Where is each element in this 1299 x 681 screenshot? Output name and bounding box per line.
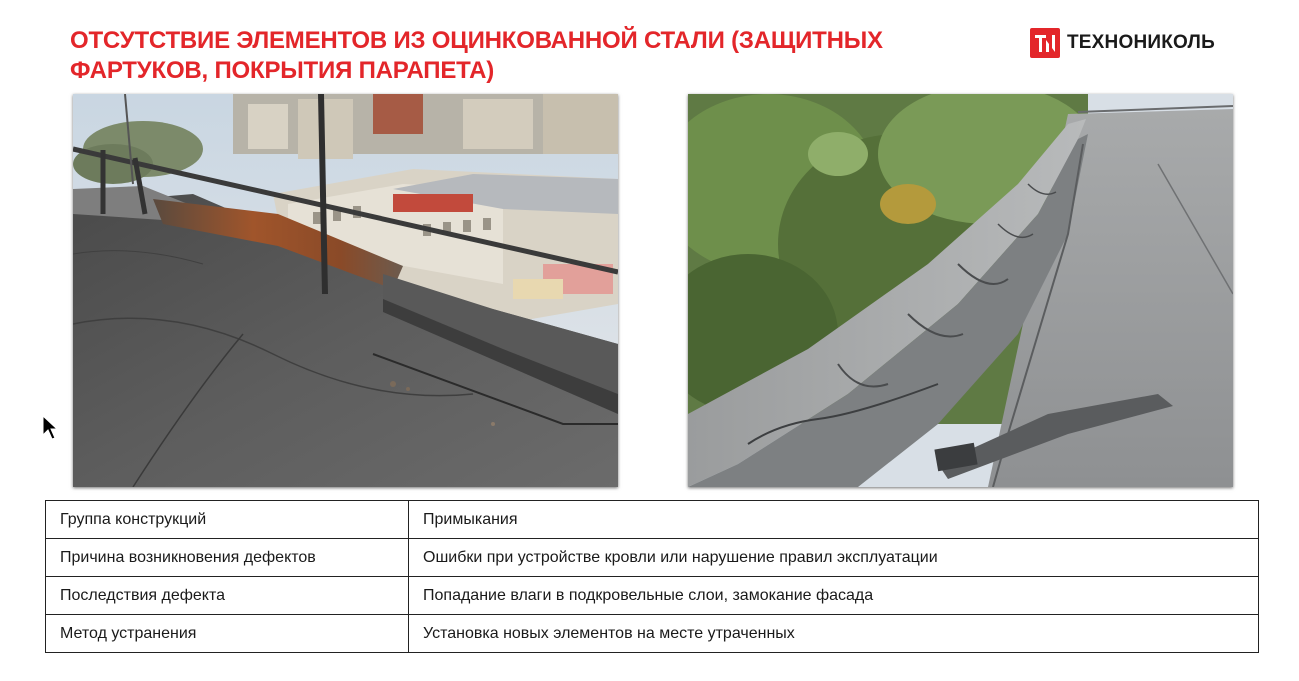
table-row	[46, 577, 1259, 615]
logo-text: ТЕХНОНИКОЛЬ	[1067, 32, 1215, 53]
table-row	[46, 539, 1259, 577]
roof-parapet-missing-cover-photo	[688, 94, 1233, 487]
row-value: Попадание влаги в подкровельные слои, замокание фасада	[409, 577, 1259, 615]
table-row	[46, 615, 1259, 653]
roof-parapet-rusted-apron-photo	[73, 94, 618, 487]
row-value: Примыкания	[409, 501, 1259, 539]
tn-logo-icon	[1030, 28, 1060, 58]
row-label: Причина возникновения дефектов	[46, 539, 409, 577]
slide-title: ОТСУТСТВИЕ ЭЛЕМЕНТОВ ИЗ ОЦИНКОВАННОЙ СТАЛИ (ЗАЩИТНЫХ ФАРТУКОВ, ПОКРЫТИЯ ПАРАПЕТА)	[70, 27, 883, 84]
row-label: Группа конструкций	[46, 501, 409, 539]
row-label: Метод устранения	[46, 615, 409, 653]
defect-info-table	[45, 500, 1259, 653]
row-value: Установка новых элементов на месте утраченных	[409, 615, 1259, 653]
row-label: Последствия дефекта	[46, 577, 409, 615]
mouse-cursor-icon	[42, 415, 58, 441]
company-logo	[1030, 26, 1215, 60]
table-row	[46, 501, 1259, 539]
row-value: Ошибки при устройстве кровли или нарушение правил эксплуатации	[409, 539, 1259, 577]
